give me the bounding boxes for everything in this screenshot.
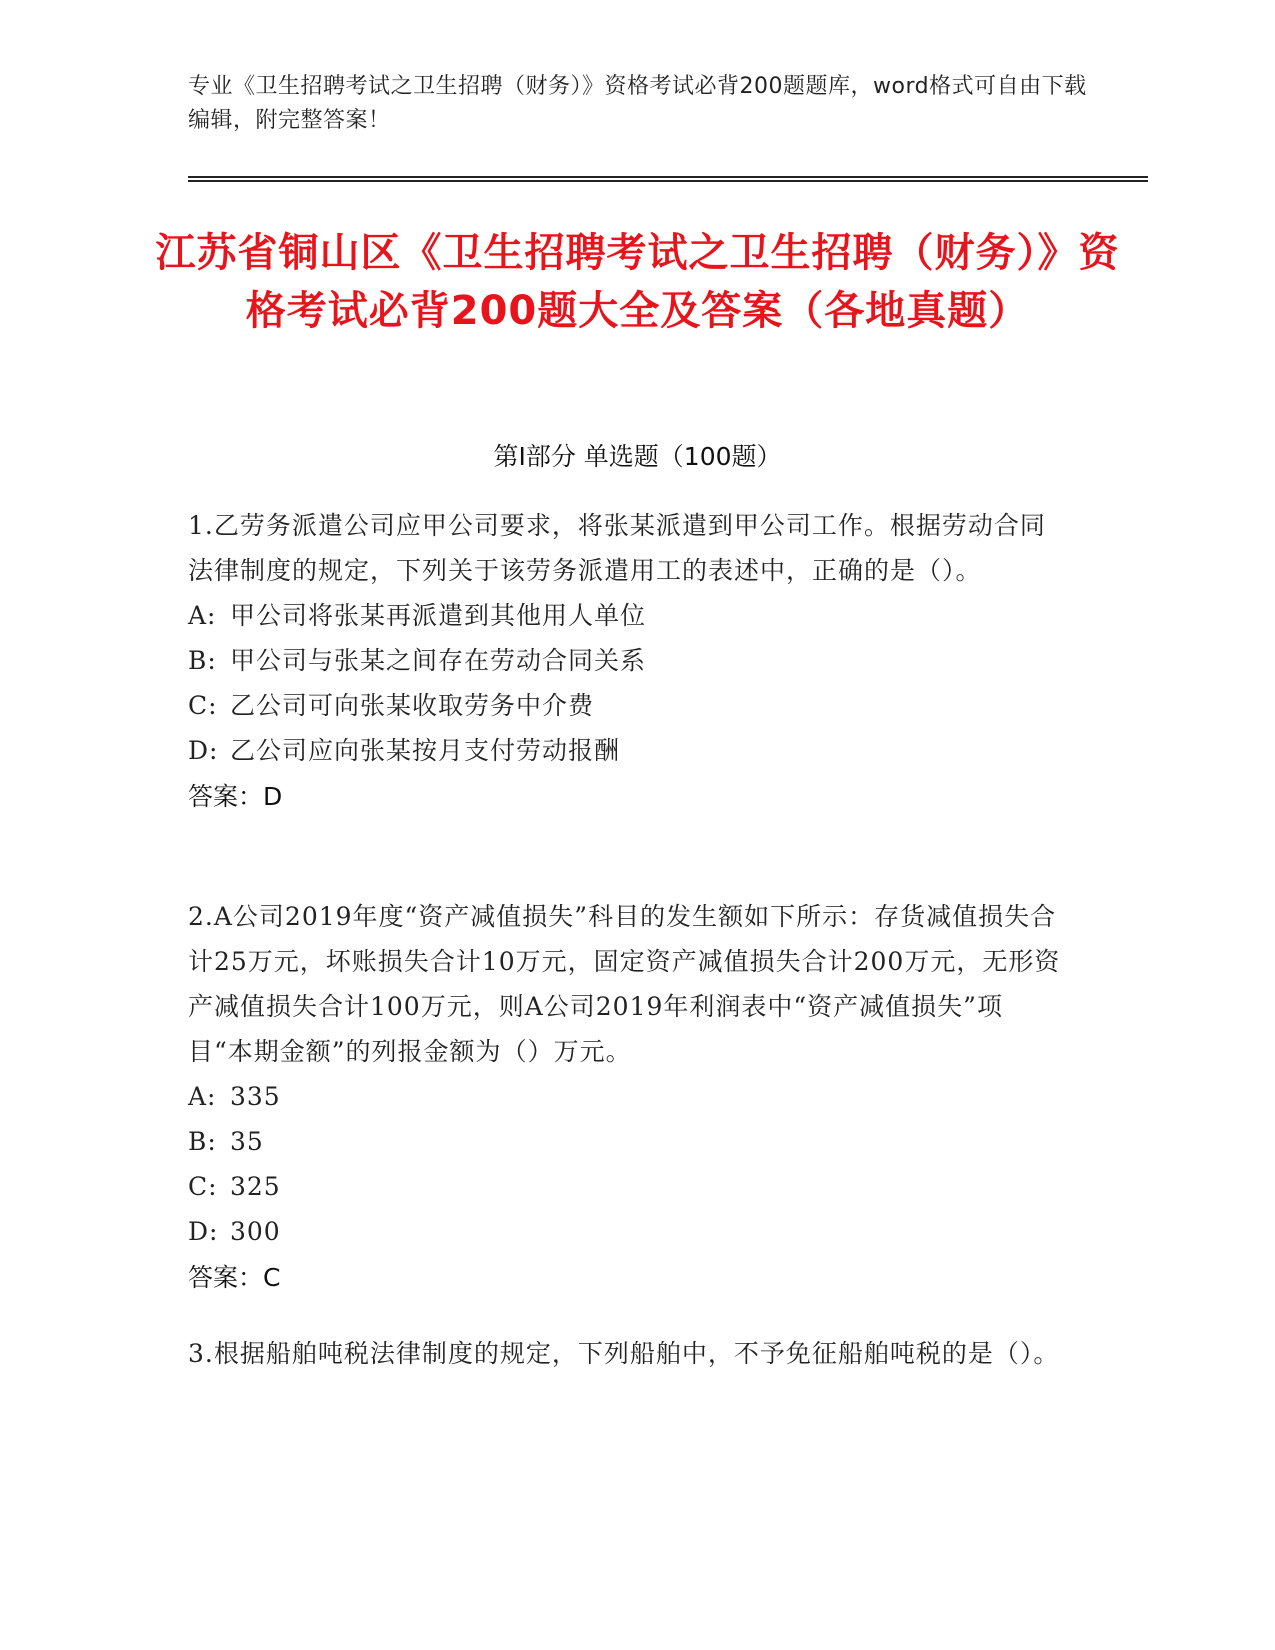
option-text: 300 xyxy=(230,1217,281,1246)
option-letter: C: xyxy=(188,691,218,720)
answer: 答案：D xyxy=(188,782,283,811)
option-a xyxy=(188,1074,1068,1119)
option-text: 325 xyxy=(230,1172,281,1201)
document-title: 江苏省铜山区《卫生招聘考试之卫生招聘（财务）》资格考试必背200题大全及答案（各地真题） xyxy=(155,230,1120,334)
question-stem: 3.根据船舶吨税法律制度的规定，下列船舶中，不予免征船舶吨税的是（）。 xyxy=(188,1339,1060,1368)
option-text: 甲公司将张某再派遣到其他用人单位 xyxy=(230,601,647,630)
option-a xyxy=(188,593,1068,638)
question-2 xyxy=(188,894,1068,1302)
option-letter: D: xyxy=(188,1217,219,1246)
option-letter: C: xyxy=(188,1172,218,1201)
option-b xyxy=(188,638,1068,683)
question-stem: 1.乙劳务派遣公司应甲公司要求，将张某派遣到甲公司工作。根据劳动合同法律制度的规定，下列关于该劳务派遣用工的表述中，正确的是（）。 xyxy=(188,511,1046,585)
option-text: 335 xyxy=(230,1082,281,1111)
option-letter: B: xyxy=(188,646,217,675)
option-letter: B: xyxy=(188,1127,217,1156)
option-letter: A: xyxy=(188,1082,217,1111)
question-stem: 2.A公司2019年度“资产减值损失”科目的发生额如下所示：存货减值损失合计25万元，坏账损失合计10万元，固定资产减值损失合计200万元，无形资产减值损失合计100万元，则A公司2019年利润表中“资产减值损失”项目“本期金额”的列报金额为（）万元。 xyxy=(188,902,1061,1066)
header-divider xyxy=(188,176,1148,182)
answer: 答案：C xyxy=(188,1263,281,1292)
section-title: 第I部分 单选题（100题） xyxy=(493,442,782,471)
option-text: 乙公司可向张某收取劳务中介费 xyxy=(230,691,595,720)
option-c xyxy=(188,1164,1068,1209)
option-text: 乙公司应向张某按月支付劳动报酬 xyxy=(230,736,621,765)
option-b xyxy=(188,1119,1068,1164)
option-text: 35 xyxy=(230,1127,264,1156)
header-note: 专业《卫生招聘考试之卫生招聘（财务）》资格考试必背200题题库，word格式可自由下载编辑，附完整答案！ xyxy=(188,74,1087,133)
question-1 xyxy=(188,503,1068,821)
option-letter: A: xyxy=(188,601,217,630)
option-c xyxy=(188,683,1068,728)
option-d xyxy=(188,1209,1068,1254)
option-letter: D: xyxy=(188,736,219,765)
question-3 xyxy=(188,1331,1068,1376)
option-text: 甲公司与张某之间存在劳动合同关系 xyxy=(230,646,647,675)
option-d xyxy=(188,728,1068,773)
